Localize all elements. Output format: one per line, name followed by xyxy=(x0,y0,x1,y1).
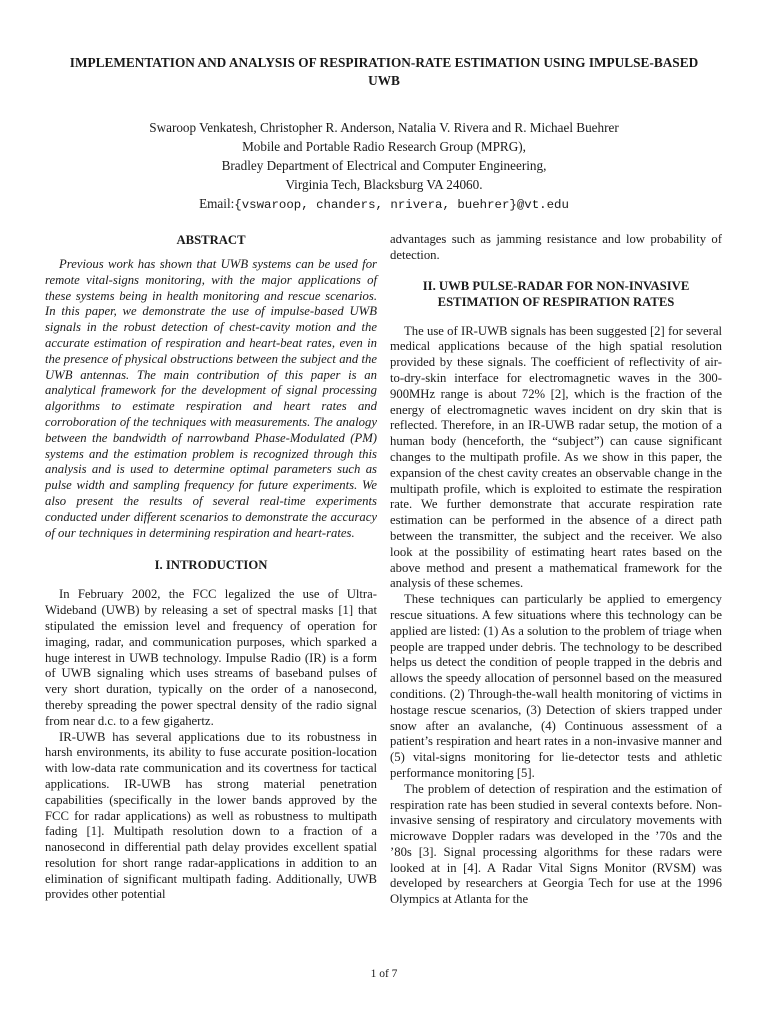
intro-paragraph-2: IR-UWB has several applications due to its robustness in harsh environments, its ability to fuse accurate position-location with low-data rate communication and its covertness for tactical applications. IR-UWB has strong material penetration capabilities (specifically in the lower bands approved by the FCC for radar applications) as well as robustness to multipath fading [1]. Multipath resolution down to a fraction of a nanosecond in differential path delay provides excellent spatial resolution for short range radar-applications in addition to an elimination of significant multipath fading. Additionally, UWB provides other potential xyxy=(45,729,377,902)
paper-title: IMPLEMENTATION AND ANALYSIS OF RESPIRATION-RATE ESTIMATION USING IMPULSE-BASED UWB xyxy=(69,55,699,88)
section-heading-introduction: I. INTRODUCTION xyxy=(154,558,268,573)
author-block xyxy=(60,118,708,215)
section2-paragraph-3: The problem of detection of respiration and the estimation of respiration rate has been studied in several contexts before. Non-invasive sensing of respiratory and circulatory movements with microwave Doppler radars was developed in the ’70s and the ’80s [3]. Signal processing algorithms for these radars were looked at in [4]. A Radar Vital Signs Monitor (RVSM) was developed by researchers at Georgia Tech for use at the 1996 Olympics at Atlanta for the xyxy=(390,781,722,907)
affiliation-location: Virginia Tech, Blacksburg VA 24060. xyxy=(285,177,483,192)
abstract-heading: ABSTRACT xyxy=(176,233,246,247)
affiliation-group: Mobile and Portable Radio Research Group (MPRG), xyxy=(242,139,526,154)
intro-continuation: advantages such as jamming resistance and low probability of detection. xyxy=(390,232,722,262)
email-label: Email: xyxy=(199,196,235,211)
intro-paragraph-1: In February 2002, the FCC legalized the use of Ultra-Wideband (UWB) by releasing a set of spectral masks [1] that stipulated the emission level and frequency of operation for imaging, radar, and communication purposes, which sparked a huge interest in UWB technology. Impulse Radio (IR) is a form of UWB signaling which uses streams of baseband pulses of very short duration, typically on the order of a nanosecond, thereby spreading the power spectral density of the radio signal from near d.c. to a few gigahertz. xyxy=(45,587,377,728)
section2-paragraph-2: These techniques can particularly be applied to emergency rescue situations. A few situations where this technology can be applied are listed: (1) As a solution to the problem of triage when people are trapped under debris. The technology to be described helps us detect the condition of people trapped in the debris and allows the speedy allocation of personnel based on the measured conditions. (2) Through-the-wall health monitoring of victims in hostage rescue scenarios, (3) Detection of skiers trapped under snow after an avalanche, (4) Continuous assessment of a patient’s respiration and heart rates in a non-invasive manner and (5) vital-signs monitoring for lie-detector tests and athletic performance monitoring [5]. xyxy=(390,592,722,780)
email-line xyxy=(60,194,708,215)
section2-paragraph-1: The use of IR-UWB signals has been suggested [2] for several medical applications because of the high spatial resolution provided by these signals. The coefficient of reflectivity of air-to-dry-skin interface for electromagnetic waves in the 300-900MHz range is about 72% [2], which is the fraction of the energy of electromagnetic waves incident on dry skin that is reflected. Therefore, in an IR-UWB radar setup, the motion of a human body (henceforth, the “subject”) can cause significant changes to the multipath profile. As we show in this paper, the expansion of the chest cavity creates an observable change in the multipath profile, which is exploited to estimate the respiration rate. We further demonstrate that accurate respiration rate estimation can be performed in the absence of a direct path between the transmitter, the subject and the receiver. We also look at the possibility of estimating heart rates based on the above method and present a mathematical framework for the analysis of these schemes. xyxy=(390,323,722,591)
left-column xyxy=(45,232,377,903)
abstract-text: Previous work has shown that UWB systems can be used for remote vital-signs monitoring, with the major applications of these systems being in health monitoring and rescue scenarios. In this paper, we demonstrate the use of impulse-based UWB signals in the robust detection of chest-cavity motion and the accurate estimation of respiration and heart-beat rates, even in the presence of physical obstructions between the subject and the UWB antennas. The main contribution of this paper is an analytical framework for the development of signal processing algorithms to estimate respiration and heart rates and corroboration of the techniques with measurements. The analogy between the bandwidth of narrowband Phase-Modulated (PM) systems and the estimation problem is recognized through this analysis and is used to determine optimal parameters such as pulse width and sampling frequency for future experiments. We also present the results of several real-time experiments conducted under different scenarios to demonstrate the accuracy of our techniques in determining respiration and heart-rates. xyxy=(45,257,377,540)
page-number: 1 of 7 xyxy=(370,968,398,980)
right-column xyxy=(390,232,722,908)
section-heading-uwb-pulse-radar: II. UWB PULSE-RADAR FOR NON-INVASIVE ESTIMATION OF RESPIRATION RATES xyxy=(422,278,690,309)
author-list: Swaroop Venkatesh, Christopher R. Anderson, Natalia V. Rivera and R. Michael Buehrer xyxy=(149,120,619,135)
email-addresses: {vswaroop, chanders, nrivera, buehrer}@vt.edu xyxy=(234,198,569,212)
affiliation-department: Bradley Department of Electrical and Computer Engineering, xyxy=(221,158,547,173)
